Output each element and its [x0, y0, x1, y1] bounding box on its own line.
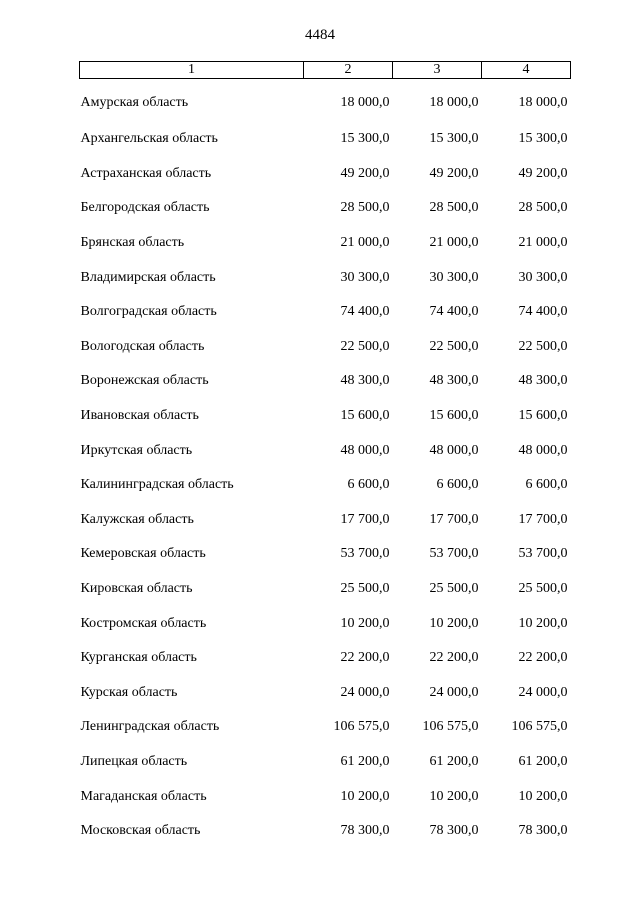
- page-number: 4484: [305, 27, 335, 43]
- value-col-4: 18 000,0: [518, 94, 568, 110]
- value-col-3: 15 600,0: [429, 408, 479, 424]
- value-col-2: 10 200,0: [340, 615, 390, 631]
- value-col-4: 28 500,0: [518, 200, 568, 216]
- region-name: Амурская область: [80, 94, 189, 110]
- region-name: Иркутская область: [80, 442, 193, 458]
- value-col-3: 48 300,0: [429, 373, 479, 389]
- region-name: Ленинградская область: [80, 719, 220, 735]
- value-col-4: 10 200,0: [518, 615, 568, 631]
- table-row: [80, 330, 571, 365]
- table-row: [80, 295, 571, 330]
- table-row: [80, 122, 571, 157]
- region-name: Курганская область: [80, 650, 197, 666]
- region-name: Костромская область: [80, 615, 207, 631]
- value-col-2: 61 200,0: [340, 753, 390, 769]
- region-name: Московская область: [80, 823, 201, 839]
- value-col-2: 15 600,0: [340, 408, 390, 424]
- table-row: [80, 364, 571, 399]
- value-col-3: 48 000,0: [429, 442, 479, 458]
- table-row: [80, 260, 571, 295]
- value-col-3: 15 300,0: [429, 131, 479, 147]
- value-col-3: 106 575,0: [422, 719, 479, 735]
- region-name: Калининградская область: [80, 477, 234, 493]
- value-col-2: 30 300,0: [340, 269, 390, 285]
- region-name: Волгоградская область: [80, 304, 217, 320]
- value-col-4: 25 500,0: [518, 581, 568, 597]
- table-row: [80, 399, 571, 434]
- table-row: [80, 745, 571, 780]
- value-col-3: 22 200,0: [429, 650, 479, 666]
- value-col-4: 6 600,0: [525, 477, 568, 493]
- value-col-3: 74 400,0: [429, 304, 479, 320]
- value-col-2: 18 000,0: [340, 94, 390, 110]
- value-col-3: 49 200,0: [429, 165, 479, 181]
- value-col-4: 15 600,0: [518, 408, 568, 424]
- value-col-3: 24 000,0: [429, 684, 479, 700]
- table-row: [80, 468, 571, 503]
- value-col-2: 17 700,0: [340, 511, 390, 527]
- region-name: Брянская область: [80, 235, 185, 251]
- region-name: Белгородская область: [80, 200, 210, 216]
- value-col-4: 48 300,0: [518, 373, 568, 389]
- table-row: [80, 226, 571, 261]
- region-name: Липецкая область: [80, 753, 188, 769]
- value-col-3: 17 700,0: [429, 511, 479, 527]
- value-col-3: 10 200,0: [429, 788, 479, 804]
- value-col-4: 49 200,0: [518, 165, 568, 181]
- table-row: [80, 191, 571, 226]
- table-body: [80, 79, 571, 849]
- value-col-3: 21 000,0: [429, 235, 479, 251]
- column-header-2: 2: [304, 62, 393, 79]
- value-col-3: 53 700,0: [429, 546, 479, 562]
- value-col-2: 49 200,0: [340, 165, 390, 181]
- region-name: Магаданская область: [80, 788, 207, 804]
- table-row: [80, 641, 571, 676]
- value-col-3: 30 300,0: [429, 269, 479, 285]
- region-name: Калужская область: [80, 511, 194, 527]
- table-row: [80, 676, 571, 711]
- table-row: [80, 537, 571, 572]
- value-col-2: 25 500,0: [340, 581, 390, 597]
- value-col-4: 22 500,0: [518, 338, 568, 354]
- region-name: Воронежская область: [80, 373, 209, 389]
- value-col-2: 10 200,0: [340, 788, 390, 804]
- table-header-row: [80, 62, 571, 79]
- value-col-2: 15 300,0: [340, 131, 390, 147]
- value-col-3: 10 200,0: [429, 615, 479, 631]
- region-name: Астраханская область: [80, 165, 212, 181]
- table-row: [80, 79, 571, 123]
- value-col-2: 53 700,0: [340, 546, 390, 562]
- region-name: Кемеровская область: [80, 546, 206, 562]
- value-col-2: 21 000,0: [340, 235, 390, 251]
- region-name: Кировская область: [80, 581, 193, 597]
- value-col-2: 24 000,0: [340, 684, 390, 700]
- table-row: [80, 433, 571, 468]
- value-col-2: 106 575,0: [333, 719, 390, 735]
- value-col-4: 30 300,0: [518, 269, 568, 285]
- table-row: [80, 572, 571, 607]
- value-col-4: 22 200,0: [518, 650, 568, 666]
- value-col-3: 22 500,0: [429, 338, 479, 354]
- table-row: [80, 503, 571, 538]
- value-col-4: 21 000,0: [518, 235, 568, 251]
- table-row: [80, 779, 571, 814]
- value-col-3: 28 500,0: [429, 200, 479, 216]
- value-col-2: 6 600,0: [347, 477, 390, 493]
- value-col-2: 48 000,0: [340, 442, 390, 458]
- value-col-2: 48 300,0: [340, 373, 390, 389]
- table-row: [80, 157, 571, 192]
- value-col-4: 61 200,0: [518, 753, 568, 769]
- value-col-2: 28 500,0: [340, 200, 390, 216]
- value-col-4: 48 000,0: [518, 442, 568, 458]
- region-name: Вологодская область: [80, 338, 205, 354]
- region-name: Владимирская область: [80, 269, 216, 285]
- value-col-4: 106 575,0: [511, 719, 568, 735]
- value-col-3: 18 000,0: [429, 94, 479, 110]
- column-header-1: 1: [80, 62, 304, 79]
- value-col-2: 74 400,0: [340, 304, 390, 320]
- value-col-3: 6 600,0: [436, 477, 479, 493]
- value-col-2: 22 500,0: [340, 338, 390, 354]
- value-col-4: 78 300,0: [518, 823, 568, 839]
- value-col-4: 74 400,0: [518, 304, 568, 320]
- data-table: [79, 61, 571, 848]
- table-row: [80, 814, 571, 849]
- value-col-4: 15 300,0: [518, 131, 568, 147]
- value-col-4: 24 000,0: [518, 684, 568, 700]
- value-col-4: 53 700,0: [518, 546, 568, 562]
- value-col-2: 78 300,0: [340, 823, 390, 839]
- column-header-3: 3: [393, 62, 482, 79]
- value-col-4: 10 200,0: [518, 788, 568, 804]
- table-row: [80, 606, 571, 641]
- value-col-3: 61 200,0: [429, 753, 479, 769]
- region-name: Курская область: [80, 684, 178, 700]
- value-col-2: 22 200,0: [340, 650, 390, 666]
- table-row: [80, 710, 571, 745]
- value-col-4: 17 700,0: [518, 511, 568, 527]
- value-col-3: 78 300,0: [429, 823, 479, 839]
- region-name: Ивановская область: [80, 408, 199, 424]
- column-header-4: 4: [482, 62, 571, 79]
- value-col-3: 25 500,0: [429, 581, 479, 597]
- region-name: Архангельская область: [80, 131, 218, 147]
